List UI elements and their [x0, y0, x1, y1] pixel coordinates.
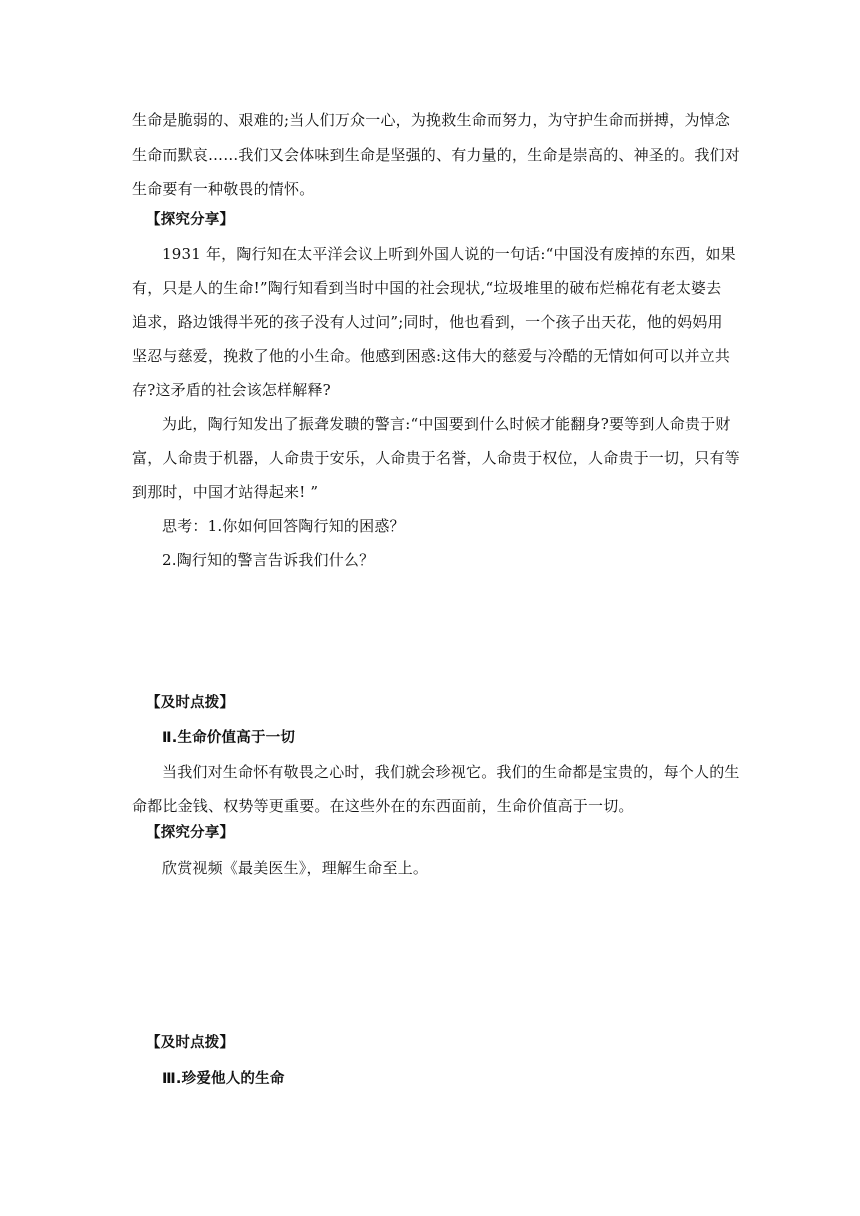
para2-line-2: 富，人命贵于机器，人命贵于安乐，人命贵于名誉，人命贵于权位，人命贵于一切，只有等 [132, 449, 741, 467]
section-title-3: Ⅲ.珍爱他人的生命 [162, 1071, 285, 1087]
question-1: 思考：1.你如何回答陶行知的困惑？ [162, 517, 405, 535]
timely-tip-heading-1: 【及时点拨】 [146, 695, 235, 711]
explore-share-heading-1: 【探究分享】 [146, 212, 235, 228]
para1-line-1: 1931 年，陶行知在太平洋会议上听到外国人说的一句话:“中国没有废掉的东西，如果 [162, 245, 736, 263]
section-title-2: Ⅱ.生命价值高于一切 [162, 730, 296, 746]
section2-para-line-1: 当我们对生命怀有敬畏之心时，我们就会珍视它。我们的生命都是宝贵的，每个人的生 [162, 763, 740, 781]
intro-line-3: 生命要有一种敬畏的情怀。 [132, 180, 315, 198]
explore-share-heading-2: 【探究分享】 [146, 825, 235, 841]
intro-line-1: 生命是脆弱的、艰难的;当人们万众一心，为挽救生命而努力，为守护生命而拼搏，为悼念 [132, 111, 731, 129]
para1-line-5: 存?这矛盾的社会该怎样解释? [132, 381, 331, 399]
video-line: 欣赏视频《最美医生》，理解生命至上。 [162, 859, 429, 877]
para1-line-2: 有，只是人的生命!”陶行知看到当时中国的社会现状,“垃圾堆里的破布烂棉花有老太婆去 [132, 279, 722, 297]
section2-para-line-2: 命都比金钱、权势等更重要。在这些外在的东西面前，生命价值高于一切。 [132, 797, 634, 815]
para2-line-1: 为此，陶行知发出了振聋发聩的警言:“中国要到什么时候才能翻身?要等到人命贵于财 [162, 415, 731, 433]
question-2: 2.陶行知的警言告诉我们什么？ [162, 551, 375, 569]
intro-line-2: 生命而默哀……我们又会体味到生命是坚强的、有力量的，生命是崇高的、神圣的。我们对 [132, 146, 741, 164]
para2-line-3: 到那时，中国才站得起来! ” [132, 483, 319, 501]
para1-line-3: 追求，路边饿得半死的孩子没有人过问”;同时，他也看到，一个孩子出天花，他的妈妈用 [132, 313, 723, 331]
timely-tip-heading-2: 【及时点拨】 [146, 1035, 235, 1051]
para1-line-4: 坚忍与慈爱，挽救了他的小生命。他感到困惑:这伟大的慈爱与冷酷的无情如何可以并立共 [132, 347, 731, 365]
